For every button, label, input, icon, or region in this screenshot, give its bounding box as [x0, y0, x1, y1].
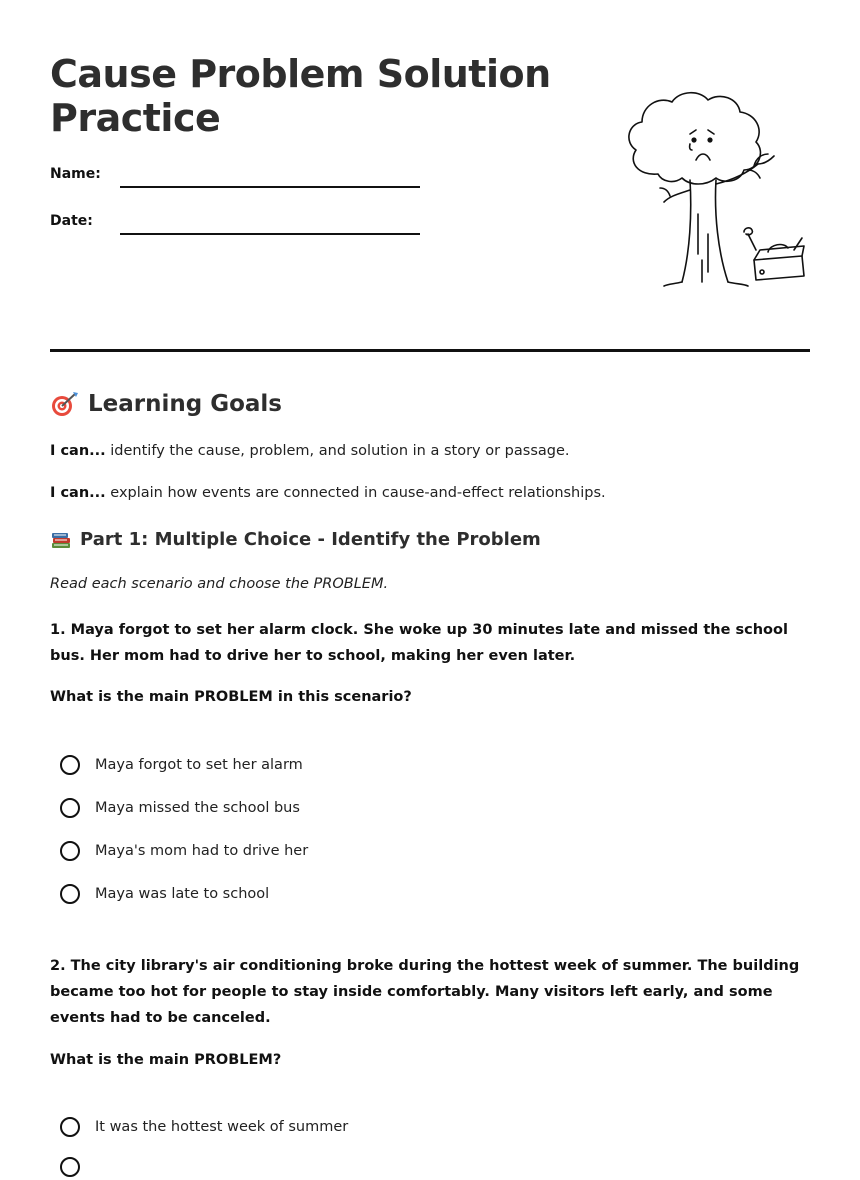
part1-instructions: Read each scenario and choose the PROBLEM.	[50, 576, 389, 592]
question-2-option-a[interactable]	[60, 1114, 348, 1140]
learning-goals-heading	[50, 390, 282, 418]
radio-button[interactable]	[60, 884, 80, 904]
name-input-line[interactable]	[120, 186, 420, 188]
part1-heading	[50, 528, 541, 552]
part1-heading-text: Part 1: Multiple Choice - Identify the Problem	[80, 529, 541, 550]
learning-goal-1	[50, 441, 570, 461]
question-2-text: 2. The city library's air conditioning broke during the hottest week of summer. The building became too hot for people to stay inside comfortably. Many visitors left early, and some events had to be canceled.	[50, 958, 800, 1026]
radio-button[interactable]	[60, 755, 80, 775]
date-field-row	[50, 212, 470, 242]
question-1-option-a[interactable]	[60, 752, 303, 778]
books-icon	[50, 529, 72, 551]
option-label: Maya was late to school	[95, 886, 270, 902]
name-field-row	[50, 165, 470, 195]
question-2-option-b[interactable]	[60, 1154, 95, 1180]
question-1-option-d[interactable]	[60, 881, 269, 907]
page-title: Cause Problem Solution Practice	[50, 52, 551, 140]
goal-text: identify the cause, problem, and solution in a story or passage.	[105, 443, 570, 459]
option-label: Maya missed the school bus	[95, 800, 300, 816]
radio-button[interactable]	[60, 841, 80, 861]
question-1-option-b[interactable]	[60, 795, 300, 821]
learning-goal-2	[50, 483, 606, 503]
sad-tree-with-toolbox-icon	[598, 84, 818, 294]
radio-button[interactable]	[60, 798, 80, 818]
question-1-prompt: What is the main PROBLEM in this scenario?	[50, 689, 412, 705]
option-label: Maya's mom had to drive her	[95, 843, 309, 859]
name-label: Name:	[50, 166, 101, 182]
question-1-text: 1. Maya forgot to set her alarm clock. She woke up 30 minutes late and missed the school bus. Her mom had to drive her to school, making her even later.	[50, 622, 788, 664]
target-icon	[50, 390, 80, 418]
radio-button[interactable]	[60, 1157, 80, 1177]
goal-lead: I can...	[50, 485, 106, 501]
option-label: It was the hottest week of summer	[95, 1119, 349, 1135]
date-input-line[interactable]	[120, 233, 420, 235]
question-2-prompt: What is the main PROBLEM?	[50, 1052, 282, 1068]
learning-goals-heading-text: Learning Goals	[88, 391, 282, 417]
section-divider	[50, 349, 810, 352]
radio-button[interactable]	[60, 1117, 80, 1137]
date-label: Date:	[50, 213, 93, 229]
goal-text: explain how events are connected in cause-and-effect relationships.	[105, 485, 606, 501]
question-1-option-c[interactable]	[60, 838, 308, 864]
option-label: Maya forgot to set her alarm	[95, 757, 303, 773]
goal-lead: I can...	[50, 443, 106, 459]
